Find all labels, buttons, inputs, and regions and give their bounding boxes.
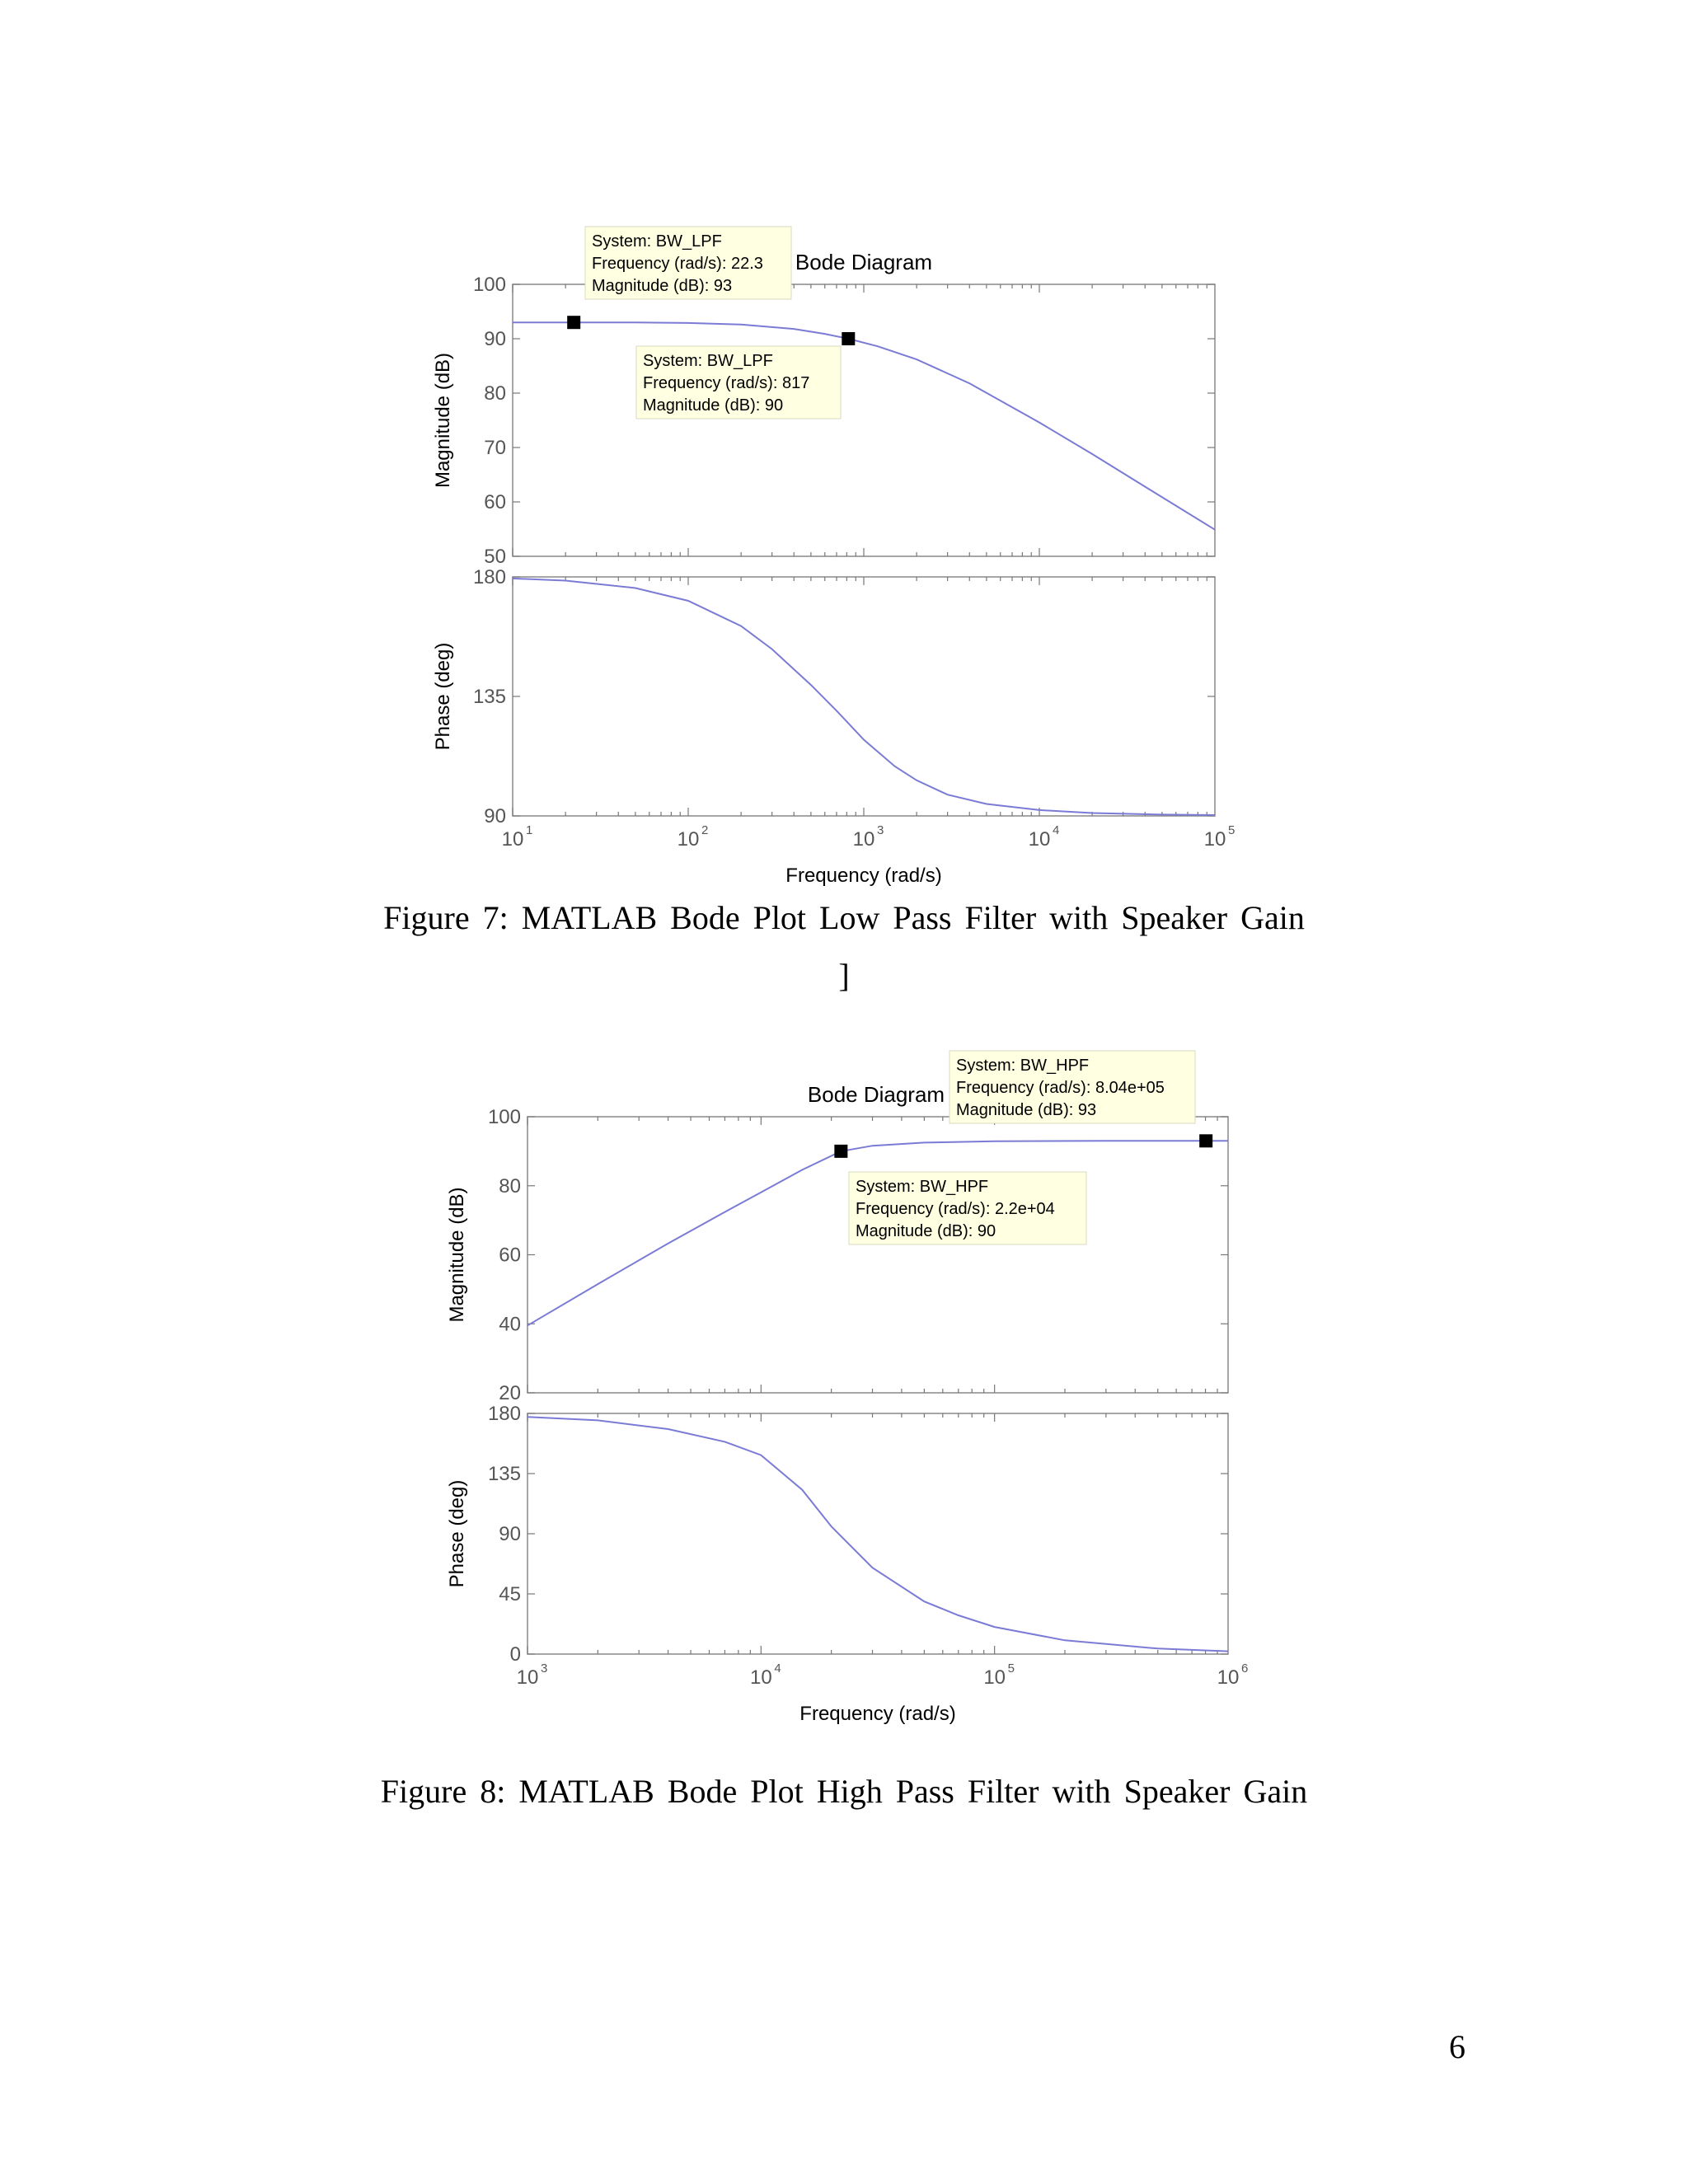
page-number: 6 [1449, 2028, 1465, 2065]
datatip [636, 346, 841, 419]
datatip-frequency: Frequency (rad/s): 2.2e+04 [856, 1200, 1055, 1218]
x-tick-label: 10 [852, 828, 875, 851]
phase-y-tick-label: 0 [509, 1643, 521, 1666]
x-tick-exponent: 5 [1007, 1661, 1015, 1675]
magnitude-y-tick-label: 40 [499, 1313, 521, 1336]
x-tick-label: 10 [749, 1666, 772, 1689]
magnitude-y-tick-label: 90 [484, 328, 506, 350]
datatip-magnitude: Magnitude (dB): 93 [592, 277, 733, 295]
datatip [585, 227, 791, 299]
phase-axes [513, 577, 1215, 816]
datatip [950, 1051, 1195, 1123]
x-tick-exponent: 3 [541, 1661, 548, 1675]
datatip-magnitude: Magnitude (dB): 90 [856, 1222, 996, 1240]
plot-title: Bode Diagram [795, 250, 933, 274]
magnitude-y-tick-label: 100 [487, 1106, 521, 1128]
datatip-magnitude: Magnitude (dB): 93 [956, 1101, 1097, 1119]
magnitude-axes [513, 284, 1215, 556]
x-tick-exponent: 2 [701, 823, 709, 837]
datatip-system: System: BW_HPF [956, 1057, 1090, 1075]
x-axis-title: Frequency (rad/s) [785, 865, 942, 887]
x-tick-label: 10 [677, 828, 700, 851]
phase-y-tick-label: 135 [472, 686, 506, 708]
magnitude-y-tick-label: 50 [484, 546, 506, 568]
phase-axes [528, 1413, 1228, 1654]
x-tick-exponent: 1 [526, 823, 533, 837]
magnitude-y-tick-label: 60 [499, 1244, 521, 1267]
datatip [849, 1172, 1086, 1244]
x-tick-exponent: 4 [1053, 823, 1060, 837]
datatip-system: System: BW_HPF [856, 1178, 989, 1196]
x-tick-exponent: 5 [1228, 823, 1236, 837]
phase-y-axis-title: Phase (deg) [432, 642, 454, 751]
datatip-marker [567, 316, 580, 329]
stray-bracket: ] [838, 957, 850, 994]
phase-y-axis-title: Phase (deg) [446, 1479, 468, 1588]
x-tick-label: 10 [1217, 1666, 1240, 1689]
datatip-marker [1199, 1134, 1212, 1147]
magnitude-y-tick-label: 60 [484, 491, 506, 513]
magnitude-y-tick-label: 20 [499, 1382, 521, 1404]
magnitude-y-tick-label: 70 [484, 437, 506, 459]
magnitude-axes [528, 1117, 1228, 1393]
x-tick-exponent: 3 [877, 823, 884, 837]
phase-y-tick-label: 180 [487, 1403, 521, 1425]
magnitude-y-axis-title: Magnitude (dB) [432, 352, 454, 489]
x-tick-label: 10 [1203, 828, 1226, 851]
figure-7-caption: Figure 7: MATLAB Bode Plot Low Pass Filter with Speaker Gain [383, 899, 1305, 936]
x-tick-label: 10 [1028, 828, 1051, 851]
x-tick-exponent: 4 [774, 1661, 781, 1675]
datatip-marker [834, 1145, 847, 1158]
magnitude-y-tick-label: 80 [484, 382, 506, 405]
datatip-frequency: Frequency (rad/s): 817 [643, 374, 810, 392]
x-tick-label: 10 [983, 1666, 1006, 1689]
phase-y-tick-label: 45 [499, 1583, 521, 1605]
datatip-magnitude: Magnitude (dB): 90 [643, 396, 784, 415]
figure-8-caption: Figure 8: MATLAB Bode Plot High Pass Filter with Speaker Gain [380, 1773, 1308, 1810]
x-tick-label: 10 [516, 1666, 539, 1689]
x-tick-label: 10 [501, 828, 524, 851]
bode-plot-hpf [0, 1030, 1688, 1731]
datatip-system: System: BW_LPF [643, 352, 773, 370]
phase-y-tick-label: 180 [472, 566, 506, 588]
phase-y-tick-label: 90 [484, 805, 506, 827]
magnitude-y-tick-label: 100 [472, 274, 506, 296]
datatip-system: System: BW_LPF [592, 232, 722, 251]
phase-y-tick-label: 135 [487, 1463, 521, 1485]
datatip-frequency: Frequency (rad/s): 8.04e+05 [956, 1079, 1165, 1097]
datatip-marker [842, 332, 855, 345]
phase-y-tick-label: 90 [499, 1523, 521, 1545]
plot-title: Bode Diagram [807, 1082, 945, 1107]
x-axis-title: Frequency (rad/s) [799, 1703, 956, 1725]
bode-plot-lpf [0, 214, 1688, 898]
x-tick-exponent: 6 [1241, 1661, 1249, 1675]
datatip-frequency: Frequency (rad/s): 22.3 [592, 255, 763, 273]
magnitude-y-tick-label: 80 [499, 1174, 521, 1197]
magnitude-y-axis-title: Magnitude (dB) [446, 1187, 468, 1323]
